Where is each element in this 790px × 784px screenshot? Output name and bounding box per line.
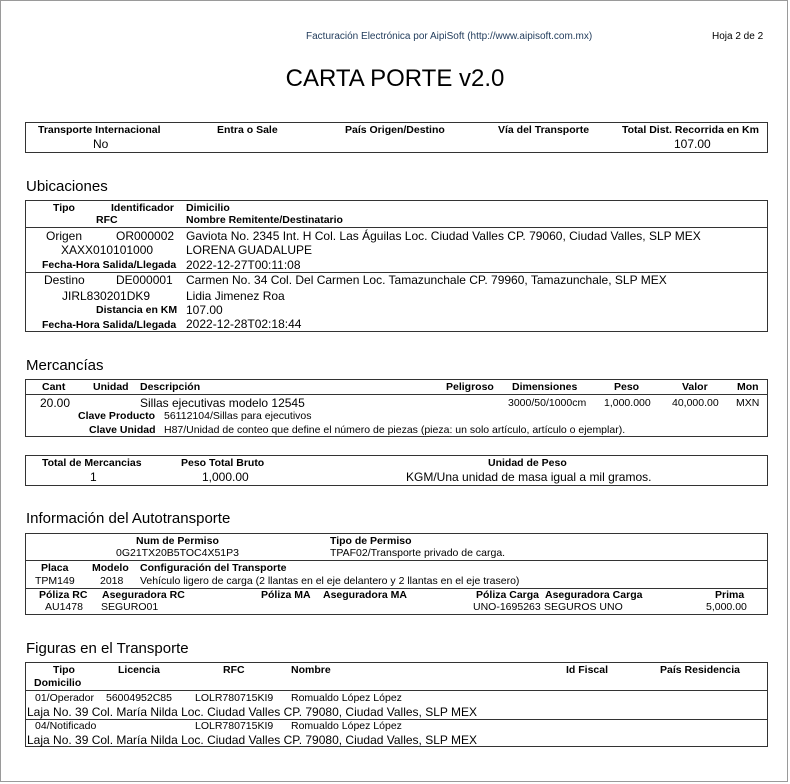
merc-header-valor: Valor — [682, 381, 708, 393]
fig-row-2-domicilio: Laja No. 39 Col. María Nilda Loc. Ciudad Valles CP. 79080, Ciudad Valles, SLP MEX — [27, 733, 478, 747]
fig-row-1-nombre: Romualdo López López — [291, 692, 402, 704]
auto-modelo: 2018 — [100, 575, 124, 587]
fig-header-domicilio: Domicilio — [34, 677, 82, 689]
auto-header-modelo: Modelo — [92, 562, 129, 574]
mercancias-totals-box — [25, 455, 768, 486]
totals-peso: 1,000.00 — [202, 470, 249, 484]
divider — [26, 394, 767, 395]
section-title-mercancias: Mercancías — [26, 357, 104, 374]
fig-header-id-fiscal: Id Fiscal — [566, 664, 609, 676]
fig-header-pais: País Residencia — [660, 664, 740, 676]
fig-row-1-licencia: 56004952C85 — [106, 692, 172, 704]
header-via: Vía del Transporte — [498, 124, 590, 136]
auto-tipo-permiso: TPAF02/Transporte privado de carga. — [330, 547, 506, 559]
merc-header-cant: Cant — [42, 381, 66, 393]
totals-header-total: Total de Mercancias — [42, 457, 142, 469]
auto-config: Vehículo ligero de carga (2 llantas en el eje delantero y 2 llantas en el eje trasero) — [140, 575, 520, 587]
fig-header-nombre: Nombre — [291, 664, 331, 676]
divider — [26, 560, 767, 561]
mercancias-table — [25, 379, 768, 437]
fig-row-2-nombre: Romualdo López López — [291, 720, 402, 732]
fig-row-2-tipo: 04/Notificado — [35, 720, 97, 732]
destino-distancia: 107.00 — [186, 303, 223, 317]
figuras-table — [25, 662, 768, 747]
totals-header-unidad: Unidad de Peso — [488, 457, 567, 469]
origen-fecha: 2022-12-27T00:11:08 — [186, 258, 301, 272]
divider — [26, 690, 767, 691]
merc-descripcion: Sillas ejecutivas modelo 12545 — [140, 396, 305, 410]
merc-header-unidad: Unidad — [93, 381, 129, 393]
provider-text: Facturación Electrónica por AipiSoft (http://www.aipisoft.com.mx) — [306, 31, 593, 42]
totals-header-peso: Peso Total Bruto — [181, 457, 265, 469]
origen-fecha-label: Fecha-Hora Salida/Llegada — [42, 259, 177, 271]
origen-rfc: XAXX010101000 — [61, 243, 154, 257]
origen-nombre: LORENA GUADALUPE — [186, 243, 313, 257]
page-number: Hoja 2 de 2 — [712, 31, 764, 42]
divider — [26, 227, 767, 228]
auto-header-aseg-rc: Aseguradora RC — [102, 589, 185, 601]
value-distancia: 107.00 — [674, 137, 711, 151]
destino-domicilio: Carmen No. 34 Col. Del Carmen Loc. Tamazunchale CP. 79960, Tamazunchale, SLP MEX — [186, 273, 667, 287]
header-entra-sale: Entra o Sale — [217, 124, 278, 136]
merc-clave-unidad-label: Clave Unidad — [89, 424, 156, 436]
auto-poliza-carga: UNO-1695263 — [473, 601, 541, 613]
destino-nombre: Lidia Jimenez Roa — [186, 289, 285, 303]
auto-header-aseg-carga: Aseguradora Carga — [545, 589, 643, 601]
merc-dimensiones: 3000/50/1000cm — [508, 397, 587, 409]
fig-row-2-rfc: LOLR780715KI9 — [195, 720, 274, 732]
merc-clave-unidad: H87/Unidad de conteo que define el número de piezas (pieza: un solo artículo, artículo o ejemplar). — [164, 424, 626, 436]
auto-aseg-carga: SEGUROS UNO — [544, 601, 623, 613]
value-internacional: No — [93, 137, 109, 151]
destino-fecha: 2022-12-28T02:18:44 — [186, 317, 302, 331]
auto-header-poliza-carga: Póliza Carga — [476, 589, 540, 601]
ub-header-rfc: RFC — [96, 214, 118, 226]
auto-prima: 5,000.00 — [706, 601, 747, 613]
header-distancia: Total Dist. Recorrida en Km — [622, 124, 759, 136]
fig-header-tipo: Tipo — [53, 664, 75, 676]
fig-row-1-rfc: LOLR780715KI9 — [195, 692, 274, 704]
merc-header-descripcion: Descripción — [140, 381, 201, 393]
ub-header-tipo: Tipo — [53, 202, 75, 214]
fig-header-licencia: Licencia — [118, 664, 161, 676]
merc-valor: 40,000.00 — [672, 397, 719, 409]
auto-placa: TPM149 — [35, 575, 75, 587]
transport-summary-box — [25, 122, 768, 153]
auto-num-permiso: 0G21TX20B5TOC4X51P3 — [116, 547, 239, 559]
destino-fecha-label: Fecha-Hora Salida/Llegada — [42, 319, 177, 331]
ub-header-identificador: Identificador — [111, 202, 175, 214]
totals-total: 1 — [90, 470, 97, 484]
merc-header-peso: Peso — [614, 381, 640, 393]
destino-tipo: Destino — [44, 273, 85, 287]
merc-clave-producto-label: Clave Producto — [78, 410, 156, 422]
destino-distancia-label: Distancia en KM — [96, 304, 178, 316]
fig-row-1-tipo: 01/Operador — [35, 692, 94, 704]
destino-id: DE000001 — [116, 273, 173, 287]
origen-domicilio: Gaviota No. 2345 Int. H Col. Las Águilas Loc. Ciudad Valles CP. 79060, Ciudad Valles, SLP MEX — [186, 229, 701, 243]
section-title-figuras: Figuras en el Transporte — [26, 640, 189, 657]
merc-header-peligroso: Peligroso — [446, 381, 494, 393]
fig-row-1-domicilio: Laja No. 39 Col. María Nilda Loc. Ciudad Valles CP. 79080, Ciudad Valles, SLP MEX — [27, 705, 478, 719]
auto-aseg-rc: SEGURO01 — [101, 601, 159, 613]
ub-header-nombre: Nombre Remitente/Destinatario — [186, 214, 343, 226]
fig-header-rfc: RFC — [223, 664, 245, 676]
section-title-autotransporte: Información del Autotransporte — [26, 510, 231, 527]
autotransporte-table — [25, 533, 768, 615]
totals-unidad: KGM/Una unidad de masa igual a mil gramos. — [406, 470, 652, 484]
auto-header-aseg-ma: Aseguradora MA — [323, 589, 408, 601]
document-title: CARTA PORTE v2.0 — [285, 65, 505, 92]
merc-cant: 20.00 — [40, 396, 71, 410]
auto-header-prima: Prima — [715, 589, 745, 601]
auto-header-placa: Placa — [41, 562, 69, 574]
auto-poliza-rc: AU1478 — [45, 601, 83, 613]
auto-header-poliza-ma: Póliza MA — [261, 589, 311, 601]
ub-header-domicilio: Dimicilio — [186, 202, 230, 214]
header-pais: País Origen/Destino — [345, 124, 445, 136]
merc-peso: 1,000.000 — [604, 397, 651, 409]
auto-header-num-permiso: Num de Permiso — [136, 535, 219, 547]
origen-tipo: Origen — [46, 229, 83, 243]
auto-header-tipo-permiso: Tipo de Permiso — [330, 535, 412, 547]
section-title-ubicaciones: Ubicaciones — [26, 178, 108, 195]
merc-mon: MXN — [736, 397, 760, 409]
ubicaciones-table — [25, 200, 768, 332]
merc-header-dimensiones: Dimensiones — [512, 381, 578, 393]
merc-header-mon: Mon — [737, 381, 759, 393]
auto-header-config: Configuración del Transporte — [140, 562, 287, 574]
header-transporte-internacional: Transporte Internacional — [38, 124, 161, 136]
auto-header-poliza-rc: Póliza RC — [39, 589, 88, 601]
origen-id: OR000002 — [116, 229, 175, 243]
destino-rfc: JIRL830201DK9 — [62, 289, 151, 303]
merc-clave-producto: 56112104/Sillas para ejecutivos — [164, 410, 312, 422]
